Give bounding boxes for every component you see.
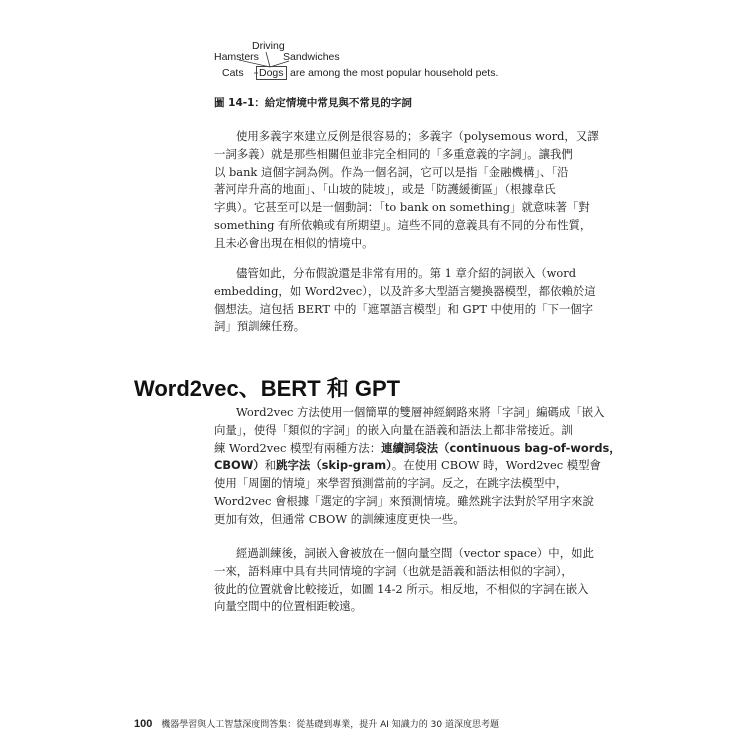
figure-14-1 — [214, 40, 514, 90]
section-heading: Word2vec、BERT 和 GPT — [134, 376, 401, 401]
text-run: 和 — [264, 458, 277, 473]
text-line: 一來，語料庫中具有共同情境的字詞（也就是語義和語法相似的字詞）， — [214, 563, 573, 578]
text-run: 練 Word2vec 模型有兩種方法： — [214, 440, 382, 455]
term-cbow: 連續詞袋法（continuous bag-of-words， — [381, 440, 621, 455]
page-number: 100 — [134, 718, 153, 730]
text-line: 使用「周圍的情境」來學習預測當前的字詞。反之，在跳字法模型中， — [214, 476, 568, 491]
term-skip-gram: 跳字法（skip-gram） — [276, 458, 392, 473]
text-line: 彼此的位置就會比較接近，如圖 14-2 所示。相反地，不相似的字詞在嵌入 — [214, 581, 589, 596]
paragraph-word2vec — [214, 404, 621, 529]
text-line — [214, 457, 600, 475]
figure-caption: 圖 14-1：給定情境中常見與不常見的字詞 — [214, 97, 412, 109]
text-line: 且未必會出現在相似的情境中。 — [214, 235, 374, 250]
paragraph-distributional-hypothesis — [214, 265, 600, 336]
text-line — [214, 440, 621, 458]
page-footer — [134, 717, 499, 730]
text-line: embedding，如 Word2vec），以及許多大型語言變換器模型，都依賴於這 — [214, 283, 596, 298]
text-line: 儘管如此，分布假說還是非常有用的。第 1 章介紹的詞嵌入（word — [236, 266, 576, 280]
figure-sentence: are among the most popular household pets. — [290, 67, 499, 79]
text-line: 經過訓練後，詞嵌入會被放在一個向量空間（vector space）中，如此 — [236, 546, 594, 560]
text-line: 向量」，使得「類似的字詞」的嵌入向量在語義和語法上都非常接近。訓 — [214, 422, 573, 437]
figure-word-sandwiches: Sandwiches — [283, 51, 340, 63]
running-title: 機器學習與人工智慧深度問答集：從基礎到專業，提升 AI 知識力的 30 道深度思考題 — [161, 720, 499, 730]
text-line: Word2vec 會根據「選定的字詞」來預測情境。雖然跳字法對於罕用字來說 — [214, 493, 594, 508]
text-line: 個想法。這包括 BERT 中的「遮罩語言模型」和 GPT 中使用的「下一個字 — [214, 301, 594, 316]
figure-word-cats: Cats — [222, 67, 244, 79]
text-line: 詞」預訓練任務。 — [214, 319, 306, 334]
text-line: 使用多義字來建立反例是很容易的；多義字（polysemous word，又譯 — [236, 129, 599, 143]
text-line: 著河岸升高的地面」、「山坡的陡坡」，或是「防護緩衝區」（根據韋氏 — [214, 182, 556, 197]
text-line: 向量空間中的位置相距較遠。 — [214, 599, 363, 614]
paragraph-vector-space — [214, 545, 600, 616]
text-run: 。在使用 CBOW 時，Word2vec 模型會 — [391, 458, 601, 473]
text-line: 以 bank 這個字詞為例。作為一個名詞，它可以是指「金融機構」、「沿 — [214, 164, 569, 179]
figure-word-driving: Driving — [252, 40, 285, 52]
figure-word-hamsters: Hamsters — [214, 51, 259, 63]
paragraph-polysemous — [214, 128, 600, 253]
text-line: 一詞多義）就是那些相關但並非完全相同的「多重意義的字詞」。讓我們 — [214, 146, 573, 161]
figure-word-dogs: Dogs — [256, 66, 287, 80]
text-line: 字典）。它甚至可以是一個動詞：「to bank on something」就意味著「對 — [214, 200, 590, 215]
text-line: something 有所依賴或有所期望」。這些不同的意義具有不同的分布性質， — [214, 217, 592, 232]
text-line: Word2vec 方法使用一個簡單的雙層神經網路來將「字詞」編碼成「嵌入 — [236, 405, 605, 419]
text-line: 更加有效，但通常 CBOW 的訓練速度更快一些。 — [214, 511, 465, 526]
term-cbow-abbr: CBOW） — [214, 458, 265, 473]
